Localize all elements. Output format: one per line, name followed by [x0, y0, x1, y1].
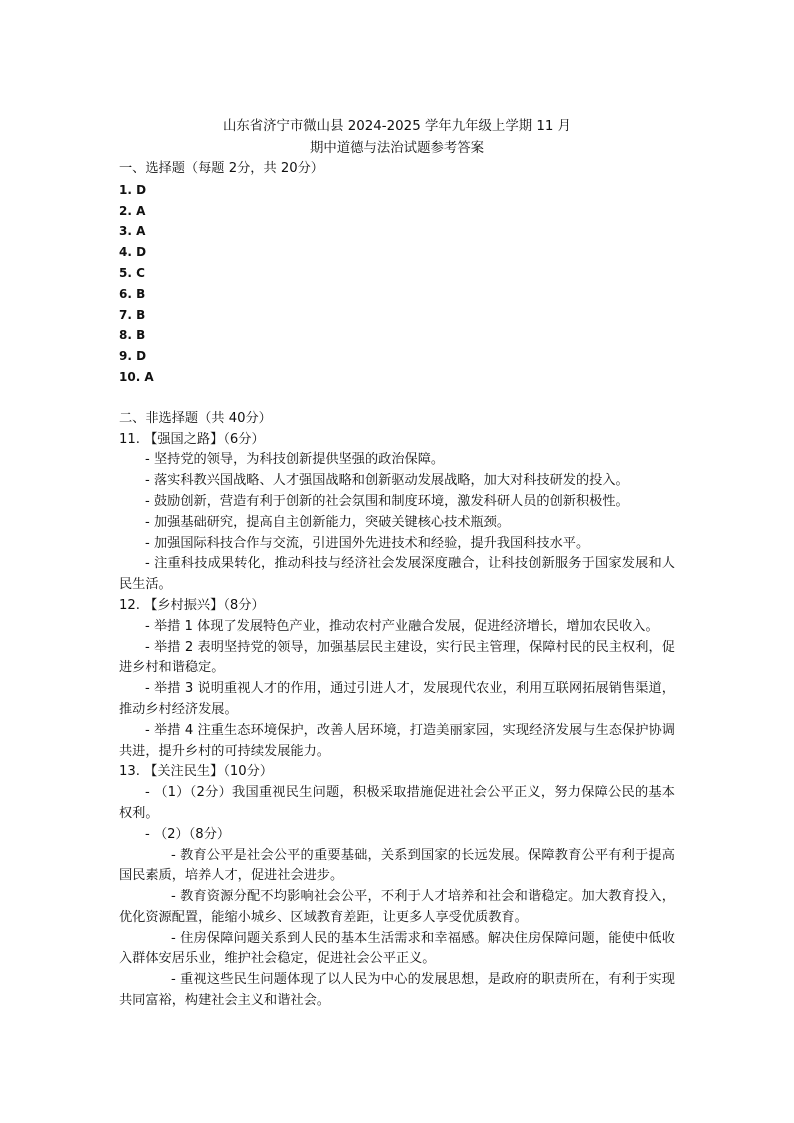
question-11-heading: 11. 【强国之路】（6分） [119, 431, 265, 447]
choice-answer-3: 3. A [119, 224, 146, 239]
document-title [0, 116, 794, 160]
q13-sub-2: - （2）（8分） [145, 826, 231, 842]
q12-point-4: - 举措 4 注重生态环境保护，改善人居环境，打造美丽家园，实现经济发展与生态保护协调共进，提升乡村的可持续发展能力。 [119, 722, 675, 759]
question-12-heading: 12. 【乡村振兴】（8分） [119, 597, 265, 613]
choice-answer-10: 10. A [119, 369, 154, 384]
q11-point-4: - 加强基础研究，提高自主创新能力，突破关键核心技术瓶颈。 [145, 514, 511, 530]
choice-answer-8: 8. B [119, 328, 146, 343]
section-spacer [119, 388, 675, 409]
q11-point-2: - 落实科教兴国战略、人才强国战略和创新驱动发展战略，加大对科技研发的投入。 [145, 473, 629, 489]
q13-sub2-point-2: - 教育资源分配不均影响社会公平，不利于人才培养和社会和谐稳定。加大教育投入，优化资源配置，能缩小城乡、区域教育差距，让更多人享受优质教育。 [119, 889, 675, 925]
choice-answer-9: 9. D [119, 349, 147, 364]
q11-point-3: - 鼓励创新，营造有利于创新的社会氛围和制度环境，激发科研人员的创新积极性。 [145, 493, 629, 509]
choice-answer-4: 4. D [119, 245, 147, 260]
q12-point-1: - 举措 1 体现了发展特色产业，推动农村产业融合发展，促进经济增长，增加农民收入。 [145, 618, 659, 634]
q13-sub-1: - （1）（2分）我国重视民生问题，积极采取措施促进社会公平正义，努力保障公民的基本权利。 [119, 785, 675, 821]
q11-point-1: - 坚持党的领导，为科技创新提供坚强的政治保障。 [145, 452, 445, 468]
section-heading-choice: 一、选择题（每题 2分，共 20分） [119, 161, 324, 176]
q12-point-2: - 举措 2 表明坚持党的领导，加强基层民主建设，实行民主管理，保障村民的民主权利，促进乡村和谐稳定。 [119, 639, 675, 676]
q13-sub2-point-4: - 重视这些民生问题体现了以人民为中心的发展思想，是政府的职责所在，有利于实现共同富裕，构建社会主义和谐社会。 [119, 972, 675, 1009]
choice-answer-6: 6. B [119, 286, 146, 301]
choice-answer-2: 2. A [119, 203, 146, 218]
q11-point-6: - 注重科技成果转化，推动科技与经济社会发展深度融合，让科技创新服务于国家发展和人民生活。 [119, 556, 675, 593]
choice-answer-1: 1. D [119, 182, 147, 197]
choice-answer-5: 5. C [119, 265, 145, 280]
title-line-2: 期中道德与法治试题参考答案 [309, 141, 485, 156]
q12-point-3: - 举措 3 说明重视人才的作用，通过引进人才，发展现代农业，利用互联网拓展销售渠道，推动乡村经济发展。 [119, 681, 675, 717]
q13-sub2-point-1: - 教育公平是社会公平的重要基础，关系到国家的长远发展。保障教育公平有利于提高国民素质，培养人才，促进社会进步。 [119, 847, 675, 884]
q11-point-5: - 加强国际科技合作与交流，引进国外先进技术和经验，提升我国科技水平。 [145, 535, 590, 551]
q13-sub2-point-3: - 住房保障问题关系到人民的基本生活需求和幸福感。解决住房保障问题，能使中低收入群体安居乐业，维护社会稳定，促进社会公平正义。 [119, 930, 675, 967]
title-line-1: 山东省济宁市微山县 2024-2025 学年九年级上学期 11 月 [222, 119, 572, 134]
section-heading-nonchoice: 二、非选择题（共 40分） [119, 410, 272, 426]
choice-answer-7: 7. B [119, 307, 146, 322]
answer-content [119, 159, 675, 1012]
question-13-heading: 13. 【关注民生】（10分） [119, 764, 274, 780]
